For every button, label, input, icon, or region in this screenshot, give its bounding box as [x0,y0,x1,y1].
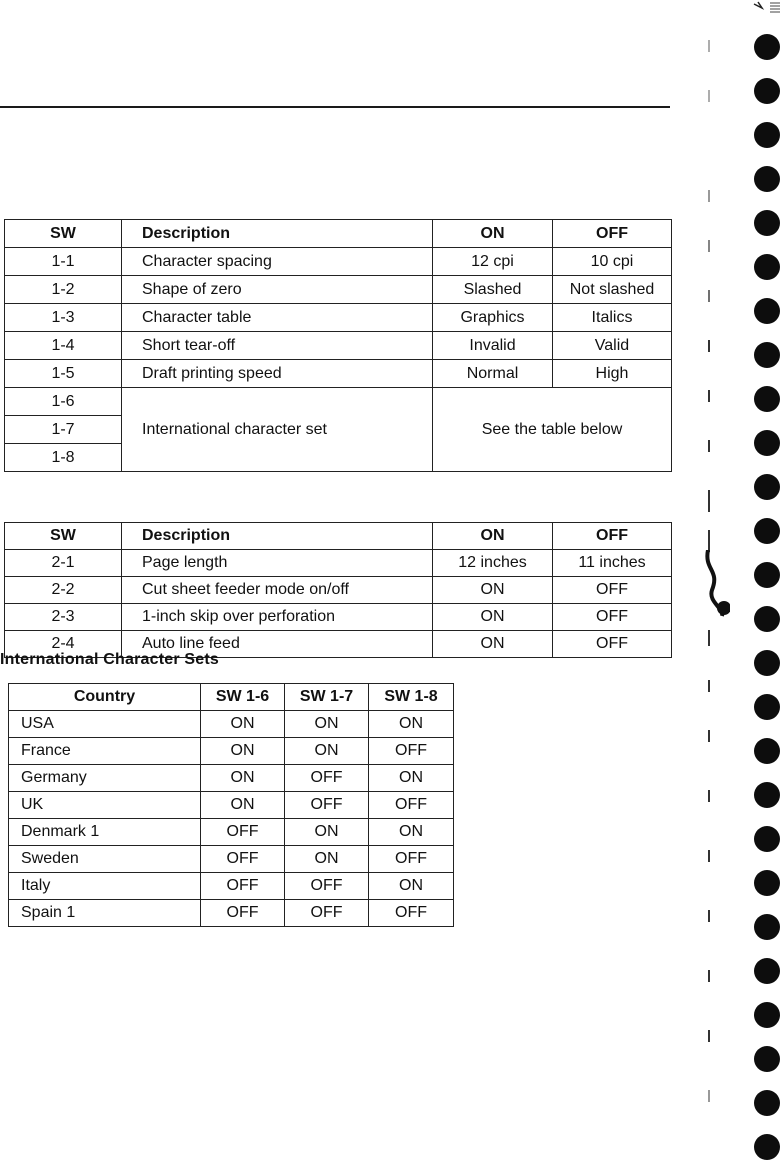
binding-hole-icon [754,386,780,412]
binding-hole-icon [754,1002,780,1028]
sw-1-6-cell: ON [201,765,285,792]
on-cell: Slashed [433,276,553,304]
off-cell: 11 inches [553,550,672,577]
table-row [5,304,672,332]
international-character-sets-table [8,683,454,927]
dip-switch-1-table [4,219,672,472]
sw-1-6-cell: ON [201,738,285,765]
country-cell: Germany [9,765,201,792]
header-sw-1-6: SW 1-6 [201,684,285,711]
binding-hole-icon [754,562,780,588]
binding-hole-icon [754,650,780,676]
page-edge-marks [700,30,730,1167]
merged-value-cell: See the table below [433,388,672,472]
binding-hole-icon [754,958,780,984]
off-cell: High [553,360,672,388]
sw-1-8-cell: OFF [369,738,454,765]
description-cell: Character spacing [122,248,433,276]
table-row [9,900,454,927]
on-cell: ON [433,604,553,631]
sw-1-7-cell: ON [285,819,369,846]
sw-cell: 1-3 [5,304,122,332]
header-on: ON [433,523,553,550]
description-cell: Character table [122,304,433,332]
binding-hole-icon [754,430,780,456]
on-cell: ON [433,577,553,604]
on-cell: ON [433,631,553,658]
off-cell: OFF [553,631,672,658]
sw-1-6-cell: OFF [201,819,285,846]
country-cell: Denmark 1 [9,819,201,846]
off-cell: OFF [553,577,672,604]
sw-1-6-cell: OFF [201,873,285,900]
sw-cell: 2-2 [5,577,122,604]
sw-1-8-cell: OFF [369,846,454,873]
binding-hole-icon [754,78,780,104]
sw-1-6-cell: ON [201,711,285,738]
description-cell: Auto line feed [122,631,433,658]
binding-clip-icon [700,550,730,620]
sw-1-7-cell: OFF [285,792,369,819]
table-row [5,604,672,631]
sw-1-8-cell: OFF [369,900,454,927]
binding-hole-icon [754,694,780,720]
description-cell: Cut sheet feeder mode on/off [122,577,433,604]
section-heading: International Character Sets [0,651,219,668]
table-row [9,819,454,846]
binding-hole-icon [754,34,780,60]
table-row [9,873,454,900]
off-cell: Valid [553,332,672,360]
binding-hole-icon [754,606,780,632]
table-row [5,332,672,360]
table-row [5,577,672,604]
header-description: Description [122,220,433,248]
table-row [9,765,454,792]
table-row [5,276,672,304]
header-description: Description [122,523,433,550]
binding-hole-icon [754,1134,780,1160]
description-cell: International character set [122,388,433,472]
sw-1-6-cell: OFF [201,846,285,873]
sw-cell: 2-3 [5,604,122,631]
sw-cell: 2-4 [5,631,122,658]
table-row [5,248,672,276]
off-cell: Not slashed [553,276,672,304]
sw-1-7-cell: ON [285,711,369,738]
country-cell: USA [9,711,201,738]
binding-holes [748,30,784,1167]
sw-1-8-cell: ON [369,711,454,738]
table-header-row [9,684,454,711]
sw-cell: 1-5 [5,360,122,388]
sw-cell: 1-6 [5,388,122,416]
sw-cell: 2-1 [5,550,122,577]
table-row [9,846,454,873]
sw-1-7-cell: ON [285,738,369,765]
sw-1-7-cell: OFF [285,873,369,900]
header-on: ON [433,220,553,248]
off-cell: OFF [553,604,672,631]
binding-hole-icon [754,870,780,896]
table-row [5,388,672,416]
binding-hole-icon [754,782,780,808]
header-sw: SW [5,523,122,550]
header-sw-1-7: SW 1-7 [285,684,369,711]
sw-1-7-cell: ON [285,846,369,873]
table-row [9,792,454,819]
sw-1-6-cell: OFF [201,900,285,927]
header-off: OFF [553,523,672,550]
binding-hole-icon [754,826,780,852]
sw-cell: 1-8 [5,444,122,472]
country-cell: UK [9,792,201,819]
binding-hole-icon [754,210,780,236]
table-header-row [5,523,672,550]
description-cell: Draft printing speed [122,360,433,388]
on-cell: Invalid [433,332,553,360]
sw-1-8-cell: ON [369,819,454,846]
table-row [5,360,672,388]
country-cell: Spain 1 [9,900,201,927]
sw-1-8-cell: OFF [369,792,454,819]
sw-cell: 1-7 [5,416,122,444]
binding-hole-icon [754,122,780,148]
dip-switch-2-table [4,522,672,658]
binding-hole-icon [754,298,780,324]
table-row [9,738,454,765]
off-cell: 10 cpi [553,248,672,276]
description-cell: 1-inch skip over perforation [122,604,433,631]
off-cell: Italics [553,304,672,332]
on-cell: 12 inches [433,550,553,577]
binding-hole-icon [754,166,780,192]
binding-hole-icon [754,518,780,544]
table-row [9,711,454,738]
sw-1-7-cell: OFF [285,765,369,792]
country-cell: Sweden [9,846,201,873]
binding-hole-icon [754,1090,780,1116]
sw-1-7-cell: OFF [285,900,369,927]
on-cell: 12 cpi [433,248,553,276]
table-row [5,550,672,577]
header-country: Country [9,684,201,711]
binding-hole-icon [754,342,780,368]
country-cell: France [9,738,201,765]
description-cell: Short tear-off [122,332,433,360]
binding-hole-icon [754,738,780,764]
description-cell: Shape of zero [122,276,433,304]
binding-hole-icon [754,1046,780,1072]
sw-cell: 1-2 [5,276,122,304]
sw-cell: 1-4 [5,332,122,360]
sw-cell: 1-1 [5,248,122,276]
header-sw-1-8: SW 1-8 [369,684,454,711]
sw-1-6-cell: ON [201,792,285,819]
binding-hole-icon [754,914,780,940]
sw-1-8-cell: ON [369,873,454,900]
sw-1-8-cell: ON [369,765,454,792]
corner-mark-icon [752,0,782,14]
country-cell: Italy [9,873,201,900]
header-sw: SW [5,220,122,248]
description-cell: Page length [122,550,433,577]
header-off: OFF [553,220,672,248]
binding-hole-icon [754,474,780,500]
top-rule [0,106,670,108]
on-cell: Graphics [433,304,553,332]
binding-hole-icon [754,254,780,280]
table-header-row [5,220,672,248]
on-cell: Normal [433,360,553,388]
